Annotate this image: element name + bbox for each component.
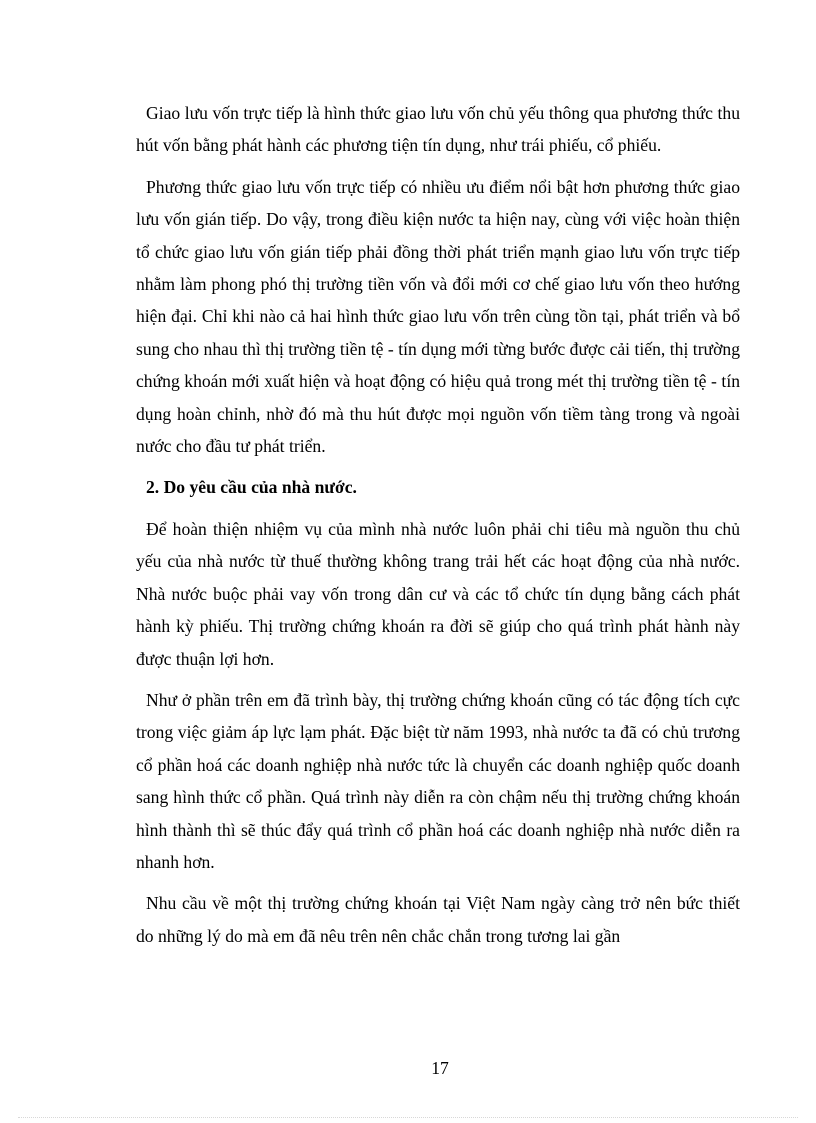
page-bottom-edge xyxy=(18,1117,798,1118)
paragraph-state-needs: Để hoàn thiện nhiệm vụ của mình nhà nước luôn phải chi tiêu mà nguồn thu chủ yếu của nhà nước từ thuế thường không trang trải hết các hoạt động của nhà nước. Nhà nước buộc phải vay vốn trong dân cư và các tổ chức tín dụng bằng cách phát hành kỳ phiếu. Thị trường chứng khoán ra đời sẽ giúp cho quá trình phát hành này được thuận lợi hơn. xyxy=(136,518,740,669)
page-number: 17 xyxy=(431,1058,449,1078)
page-body xyxy=(136,97,740,961)
paragraph-market-demand: Nhu cầu về một thị trường chứng khoán tại Việt Nam ngày càng trở nên bức thiết do những lý do mà em đã nêu trên nên chắc chắn trong tương lai gần xyxy=(136,893,740,946)
paragraph-direct-capital-definition: Giao lưu vốn trực tiếp là hình thức giao lưu vốn chủ yếu thông qua phương thức thu hút vốn bằng phát hành các phương tiện tín dụng, như trái phiếu, cổ phiếu. xyxy=(136,103,740,156)
paragraph-direct-capital-advantages: Phương thức giao lưu vốn trực tiếp có nhiều ưu điểm nổi bật hơn phương thức giao lưu vốn gián tiếp. Do vậy, trong điều kiện nước ta hiện nay, cùng với việc hoàn thiện tổ chức giao lưu vốn gián tiếp phải đồng thời phát triển mạnh giao lưu vốn trực tiếp nhằm làm phong phó thị trường tiền vốn và đổi mới cơ chế giao lưu vốn theo hướng hiện đại. Chỉ khi nào cả hai hình thức giao lưu vốn trên cùng tồn tại, phát triển và bổ sung cho nhau thì thị trường tiền tệ - tín dụng mới từng bước được cải tiến, thị trường chứng khoán mới xuất hiện và hoạt động có hiệu quả trong mét thị trường tiền tệ - tín dụng hoàn chỉnh, nhờ đó mà thu hút được mọi nguồn vốn tiềm tàng trong và ngoài nước cho đầu tư phát triển. xyxy=(136,176,740,457)
section-heading: 2. Do yêu cầu của nhà nước. xyxy=(146,477,357,498)
paragraph-inflation-equitization: Như ở phần trên em đã trình bày, thị trường chứng khoán cũng có tác động tích cực trong việc giảm áp lực lạm phát. Đặc biệt từ năm 1993, nhà nước ta đã có chủ trương cổ phần hoá các doanh nghiệp nhà nước tức là chuyển các doanh nghiệp quốc doanh sang hình thức cổ phần. Quá trình này diễn ra còn chậm nếu thị trường chứng khoán hình thành thì sẽ thúc đẩy quá trình cổ phần hoá các doanh nghiệp nhà nước diễn ra nhanh hơn. xyxy=(136,689,740,872)
